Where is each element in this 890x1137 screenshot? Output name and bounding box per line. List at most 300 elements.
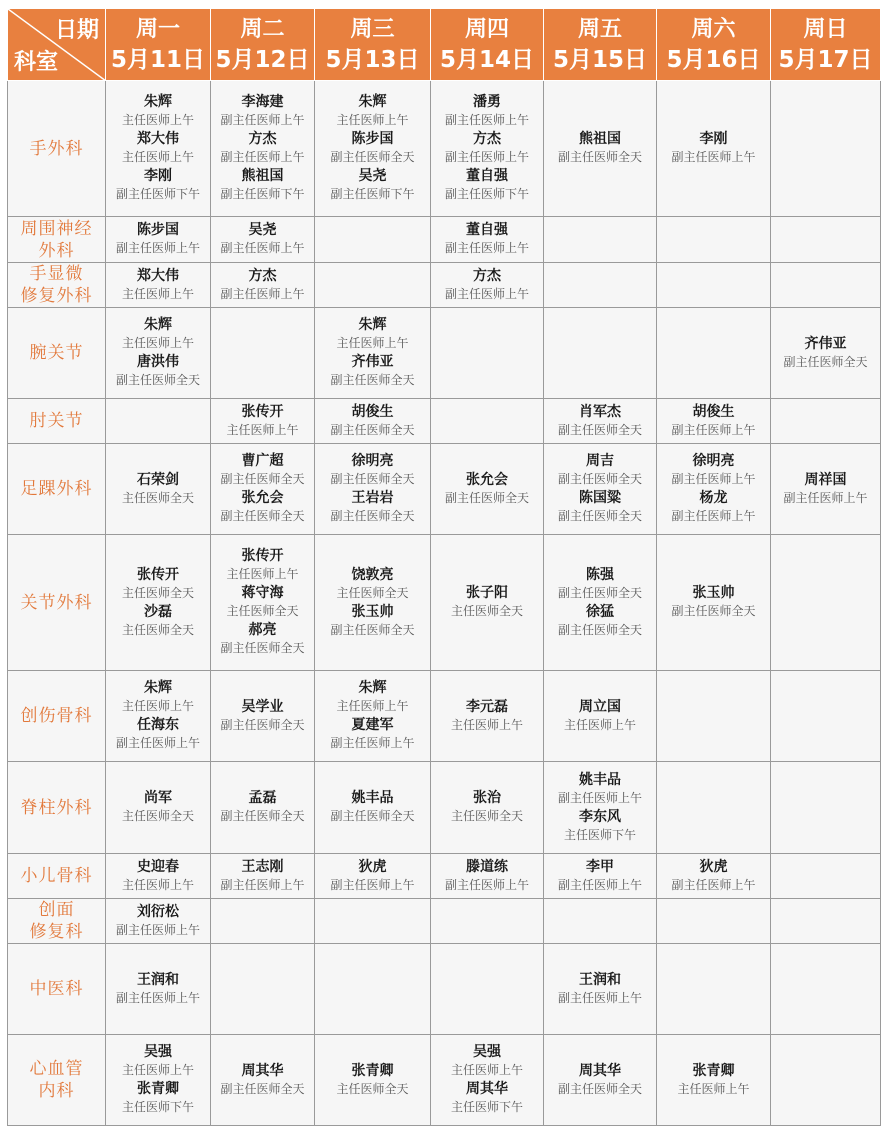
doctor-name: 方杰	[473, 267, 501, 284]
doctor-title-shift: 副主任医师上午	[115, 241, 200, 255]
schedule-cell	[315, 399, 431, 444]
schedule-cell	[431, 944, 544, 1035]
schedule-cell	[544, 444, 657, 535]
schedule-cell	[315, 944, 431, 1035]
schedule-cell	[657, 854, 771, 899]
doctor-title-shift: 副主任医师上午	[444, 113, 529, 127]
schedule-cell	[106, 217, 211, 263]
doctor-title-shift: 副主任医师全天	[557, 1081, 642, 1096]
schedule-cell	[315, 899, 431, 944]
doctor-name: 张玉帅	[692, 585, 735, 601]
doctor-name: 方杰	[473, 131, 501, 147]
doctor-name: 张青卿	[137, 1081, 179, 1097]
doctor-name: 李海建	[241, 94, 284, 110]
doctor-title-shift: 主任医师上午	[677, 1081, 750, 1096]
date-label: 5月17日	[778, 46, 873, 73]
doctor-title-shift: 副主任医师上午	[220, 150, 305, 164]
doctor-entry	[211, 130, 314, 167]
weekday-label: 周日	[803, 16, 848, 42]
doctor-entry	[106, 471, 210, 508]
doctor-entry	[106, 971, 210, 1008]
department-row	[8, 671, 881, 762]
doctor-entry	[315, 167, 430, 204]
doctor-name: 史迎春	[137, 858, 179, 875]
doctor-entry	[431, 130, 543, 167]
schedule-cell	[771, 671, 881, 762]
doctor-entry	[106, 566, 210, 603]
schedule-cell	[657, 81, 771, 217]
schedule-cell	[544, 762, 657, 854]
department-row	[8, 263, 881, 308]
schedule-cell	[211, 671, 315, 762]
day-header	[315, 9, 431, 81]
department-name	[8, 399, 106, 444]
doctor-entry	[211, 621, 314, 658]
doctor-name: 周其华	[579, 1062, 621, 1079]
doctor-name: 董自强	[466, 168, 508, 184]
doctor-name: 孟磊	[248, 790, 277, 806]
doctor-title-shift: 主任医师下午	[450, 1100, 523, 1114]
schedule-cell	[106, 308, 211, 399]
department-name	[8, 81, 106, 217]
date-label: 5月15日	[552, 46, 647, 73]
doctor-name: 姚丰品	[579, 771, 621, 788]
schedule-cell	[544, 944, 657, 1035]
doctor-title-shift: 主任医师全天	[121, 809, 194, 823]
doctor-title-shift: 副主任医师下午	[220, 187, 305, 201]
doctor-title-shift: 副主任医师上午	[220, 241, 305, 255]
doctor-entry	[315, 353, 430, 390]
department-row	[8, 1035, 881, 1126]
schedule-cell	[431, 263, 544, 308]
doctor-entry	[106, 316, 210, 353]
department-row	[8, 81, 881, 217]
doctor-name: 周其华	[241, 1062, 284, 1079]
doctor-title-shift: 副主任医师全天	[330, 150, 415, 164]
doctor-name: 齐伟亚	[351, 354, 394, 370]
doctor-name: 吴学业	[241, 698, 284, 715]
schedule-cell	[211, 762, 315, 854]
doctor-title-shift: 副主任医师全天	[444, 490, 529, 505]
doctor-title-shift: 主任医师上午	[563, 717, 636, 732]
schedule-cell	[544, 308, 657, 399]
doctor-name: 朱辉	[144, 317, 172, 333]
schedule-cell	[771, 263, 881, 308]
doctor-title-shift: 副主任医师下午	[330, 187, 415, 201]
schedule-cell	[315, 762, 431, 854]
doctor-name: 任海东	[137, 717, 179, 733]
schedule-cell	[106, 263, 211, 308]
weekday-label: 周二	[240, 16, 285, 42]
doctor-entry	[315, 716, 430, 753]
doctor-entry	[315, 1062, 430, 1099]
schedule-cell	[106, 444, 211, 535]
doctor-title-shift: 主任医师全天	[450, 604, 523, 618]
doctor-entry	[431, 221, 543, 258]
doctor-name: 方杰	[248, 131, 277, 147]
doctor-entry	[544, 698, 656, 735]
department-row	[8, 762, 881, 854]
doctor-title-shift: 主任医师上午	[121, 336, 194, 350]
department-name	[8, 854, 106, 899]
doctor-entry	[431, 698, 543, 735]
doctor-entry	[211, 93, 314, 130]
department-row	[8, 444, 881, 535]
doctor-title-shift: 副主任医师下午	[444, 187, 529, 201]
doctor-title-shift: 副主任医师上午	[330, 877, 415, 892]
doctor-name: 狄虎	[699, 858, 728, 875]
doctor-name: 狄虎	[358, 858, 387, 875]
day-header	[106, 9, 211, 81]
doctor-title-shift: 主任医师上午	[226, 567, 299, 581]
doctor-name: 徐明亮	[351, 453, 394, 469]
doctor-title-shift: 副主任医师上午	[671, 472, 756, 486]
doctor-entry	[106, 1043, 210, 1080]
doctor-title-shift: 副主任医师全天	[330, 809, 415, 823]
doctor-title-shift: 主任医师全天	[121, 585, 194, 600]
doctor-title-shift: 主任医师全天	[121, 490, 194, 505]
department-name	[8, 444, 106, 535]
doctor-name: 潘勇	[473, 94, 501, 110]
department-name-line: 手显微	[29, 264, 84, 284]
doctor-name: 杨龙	[699, 490, 728, 506]
doctor-title-shift: 主任医师下午	[563, 827, 636, 842]
doctor-title-shift: 副主任医师全天	[557, 422, 642, 437]
doctor-name: 周其华	[466, 1081, 508, 1097]
schedule-cell	[431, 535, 544, 671]
header-row	[8, 9, 881, 81]
doctor-name: 尚军	[144, 790, 172, 806]
doctor-name: 陈步国	[351, 131, 394, 147]
schedule-cell	[771, 308, 881, 399]
date-label: 5月11日	[110, 46, 205, 73]
doctor-name: 胡俊生	[351, 403, 394, 420]
weekday-label: 周六	[691, 16, 736, 42]
doctor-name: 朱辉	[144, 94, 172, 110]
schedule-cell	[771, 399, 881, 444]
doctor-name: 张传开	[241, 548, 284, 564]
doctor-name: 朱辉	[358, 94, 387, 110]
doctor-title-shift: 主任医师上午	[336, 336, 409, 350]
day-header	[657, 9, 771, 81]
doctor-name: 朱辉	[358, 680, 387, 696]
department-name-line: 腕关节	[29, 343, 84, 363]
schedule-cell	[315, 1035, 431, 1126]
doctor-entry	[657, 1062, 770, 1099]
doctor-title-shift: 副主任医师上午	[115, 990, 200, 1005]
doctor-title-shift: 副主任医师下午	[115, 187, 200, 201]
schedule-cell	[431, 762, 544, 854]
doctor-title-shift: 主任医师全天	[121, 622, 194, 637]
schedule-cell	[544, 399, 657, 444]
doctor-title-shift: 副主任医师上午	[671, 509, 756, 523]
doctor-name: 熊祖国	[579, 131, 621, 147]
doctor-title-shift: 副主任医师全天	[220, 1081, 305, 1096]
doctor-title-shift: 副主任医师上午	[671, 877, 756, 892]
schedule-cell	[657, 899, 771, 944]
doctor-name: 郑大伟	[137, 131, 179, 147]
schedule-cell	[771, 1035, 881, 1126]
department-row	[8, 399, 881, 444]
doctor-name: 徐猛	[586, 603, 614, 620]
doctor-name: 唐洪伟	[137, 354, 179, 370]
schedule-cell	[431, 854, 544, 899]
doctor-title-shift: 主任医师上午	[226, 422, 299, 437]
department-row	[8, 308, 881, 399]
doctor-name: 石荣剑	[137, 471, 179, 488]
doctor-name: 肖军杰	[579, 403, 621, 420]
doctor-entry	[544, 130, 656, 167]
doctor-name: 王岩岩	[351, 490, 394, 506]
doctor-title-shift: 副主任医师全天	[557, 150, 642, 164]
doctor-entry	[211, 1062, 314, 1099]
doctor-name: 蒋守海	[241, 585, 284, 601]
department-name	[8, 899, 106, 944]
department-name	[8, 671, 106, 762]
doctor-entry	[211, 267, 314, 304]
doctor-name: 齐伟亚	[804, 335, 847, 352]
schedule-cell	[771, 217, 881, 263]
doctor-title-shift: 副主任医师全天	[557, 622, 642, 637]
schedule-cell	[544, 535, 657, 671]
doctor-name: 张青卿	[351, 1062, 394, 1079]
doctor-name: 吴强	[144, 1044, 172, 1060]
doctor-entry	[657, 403, 770, 440]
doctor-entry	[106, 603, 210, 640]
schedule-cell	[657, 535, 771, 671]
doctor-entry	[211, 789, 314, 826]
weekday-label: 周三	[350, 16, 395, 42]
schedule-cell	[106, 671, 211, 762]
doctor-entry	[211, 547, 314, 584]
doctor-entry	[106, 903, 210, 940]
schedule-cell	[431, 1035, 544, 1126]
doctor-title-shift: 副主任医师上午	[115, 736, 200, 750]
doctor-entry	[106, 1080, 210, 1117]
department-name-line: 心血管	[29, 1059, 84, 1079]
day-header	[544, 9, 657, 81]
doctor-name: 吴强	[473, 1044, 501, 1060]
doctor-entry	[544, 808, 656, 845]
schedule-cell	[211, 263, 315, 308]
schedule-cell	[657, 671, 771, 762]
doctor-title-shift: 副主任医师上午	[444, 241, 529, 255]
doctor-entry	[211, 167, 314, 204]
doctor-entry	[431, 471, 543, 508]
doctor-title-shift: 副主任医师全天	[330, 472, 415, 486]
schedule-cell	[431, 308, 544, 399]
doctor-title-shift: 主任医师上午	[121, 877, 194, 892]
date-label: 5月12日	[215, 46, 310, 73]
doctor-entry	[771, 471, 880, 508]
doctor-title-shift: 副主任医师全天	[557, 472, 642, 486]
doctor-entry	[771, 335, 880, 372]
doctor-entry	[106, 353, 210, 390]
doctor-entry	[315, 93, 430, 130]
doctor-name: 周祥国	[804, 471, 847, 488]
schedule-cell	[315, 263, 431, 308]
department-name-line: 创面	[38, 900, 75, 920]
schedule-cell	[106, 399, 211, 444]
doctor-entry	[315, 489, 430, 526]
schedule-cell	[315, 444, 431, 535]
department-name-line: 关节外科	[20, 592, 93, 613]
doctor-entry	[106, 93, 210, 130]
weekday-label: 周一	[135, 16, 180, 42]
doctor-title-shift: 副主任医师全天	[220, 472, 305, 486]
doctor-entry	[211, 403, 314, 440]
doctor-title-shift: 副主任医师全天	[220, 509, 305, 523]
doctor-name: 张青卿	[692, 1062, 735, 1079]
doctor-title-shift: 主任医师上午	[121, 286, 194, 301]
doctor-title-shift: 主任医师上午	[336, 699, 409, 713]
doctor-name: 张玉帅	[351, 603, 394, 620]
schedule-cell	[544, 217, 657, 263]
corner-header	[8, 9, 106, 81]
department-name	[8, 1035, 106, 1126]
schedule-cell	[431, 671, 544, 762]
schedule-cell	[771, 444, 881, 535]
schedule-cell	[771, 535, 881, 671]
doctor-entry	[315, 452, 430, 489]
date-label: 5月16日	[666, 46, 761, 73]
department-name-line: 内科	[38, 1081, 75, 1101]
doctor-name: 饶敦亮	[351, 566, 394, 583]
doctor-entry	[657, 489, 770, 526]
schedule-cell	[544, 899, 657, 944]
doctor-entry	[106, 789, 210, 826]
doctor-entry	[657, 130, 770, 167]
doctor-entry	[315, 403, 430, 440]
schedule-cell	[431, 444, 544, 535]
doctor-title-shift: 副主任医师全天	[557, 509, 642, 523]
schedule-cell	[544, 854, 657, 899]
doctor-title-shift: 主任医师上午	[450, 717, 523, 732]
doctor-entry	[315, 858, 430, 895]
doctor-title-shift: 副主任医师上午	[783, 490, 868, 505]
doctor-title-shift: 主任医师全天	[336, 585, 409, 600]
doctor-name: 朱辉	[144, 680, 172, 696]
doctor-entry	[544, 771, 656, 808]
schedule-cell	[544, 81, 657, 217]
doctor-title-shift: 副主任医师全天	[330, 373, 415, 387]
doctor-title-shift: 主任医师上午	[121, 113, 194, 127]
doctor-name: 张治	[473, 790, 501, 806]
doctor-title-shift: 副主任医师全天	[330, 422, 415, 437]
schedule-cell	[106, 81, 211, 217]
doctor-name: 郝亮	[248, 622, 277, 638]
doctor-name: 沙磊	[144, 603, 172, 620]
department-name-line: 手外科	[29, 138, 84, 159]
doctor-name: 董自强	[466, 222, 508, 238]
schedule-cell	[211, 308, 315, 399]
department-name-line: 足踝外科	[20, 479, 93, 499]
doctor-title-shift: 副主任医师上午	[115, 922, 200, 937]
date-axis-label: 日期	[54, 18, 99, 43]
schedule-cell	[211, 944, 315, 1035]
weekday-label: 周四	[464, 16, 509, 42]
schedule-cell	[771, 762, 881, 854]
schedule-cell	[106, 1035, 211, 1126]
doctor-title-shift: 副主任医师全天	[557, 585, 642, 600]
doctor-title-shift: 副主任医师上午	[330, 736, 415, 750]
day-header	[431, 9, 544, 81]
department-name	[8, 535, 106, 671]
doctor-name: 张子阳	[466, 585, 508, 601]
schedule-cell	[431, 899, 544, 944]
doctor-title-shift: 副主任医师全天	[220, 717, 305, 732]
doctor-name: 郑大伟	[137, 267, 179, 284]
doctor-name: 朱辉	[358, 317, 387, 333]
doctor-entry	[106, 267, 210, 304]
doctor-entry	[431, 858, 543, 895]
doctor-title-shift: 主任医师上午	[336, 113, 409, 127]
schedule-cell	[211, 535, 315, 671]
doctor-entry	[106, 167, 210, 204]
doctor-title-shift: 主任医师全天	[450, 809, 523, 823]
weekday-label: 周五	[577, 16, 622, 42]
department-row	[8, 854, 881, 899]
department-name	[8, 762, 106, 854]
department-row	[8, 944, 881, 1035]
doctor-entry	[315, 566, 430, 603]
department-name-line: 修复外科	[20, 286, 93, 306]
schedule-table	[7, 8, 881, 1126]
schedule-cell	[657, 944, 771, 1035]
doctor-title-shift: 副主任医师上午	[557, 990, 642, 1005]
doctor-entry	[315, 130, 430, 167]
doctor-name: 吴尧	[248, 222, 277, 238]
department-name-line: 创伤骨科	[20, 706, 93, 726]
doctor-entry	[544, 971, 656, 1008]
date-label: 5月14日	[439, 46, 534, 73]
doctor-entry	[211, 452, 314, 489]
schedule-cell	[106, 899, 211, 944]
schedule-cell	[657, 217, 771, 263]
doctor-entry	[106, 679, 210, 716]
doctor-name: 王润和	[137, 971, 179, 988]
date-label: 5月13日	[325, 46, 420, 73]
department-row	[8, 899, 881, 944]
doctor-name: 徐明亮	[692, 453, 735, 469]
doctor-name: 吴尧	[358, 168, 387, 184]
doctor-name: 周吉	[586, 453, 614, 469]
doctor-name: 李元磊	[466, 698, 508, 715]
schedule-cell	[315, 217, 431, 263]
doctor-entry	[211, 698, 314, 735]
schedule-cell	[315, 671, 431, 762]
doctor-entry	[544, 1062, 656, 1099]
doctor-title-shift: 副主任医师上午	[671, 150, 756, 164]
department-name-line: 外科	[38, 240, 75, 261]
department-name-line: 修复科	[29, 922, 84, 942]
schedule-cell	[431, 81, 544, 217]
schedule-cell	[106, 762, 211, 854]
doctor-entry	[431, 1043, 543, 1080]
doctor-title-shift: 主任医师上午	[121, 1063, 194, 1077]
doctor-entry	[315, 603, 430, 640]
schedule-cell	[771, 899, 881, 944]
schedule-cell	[771, 854, 881, 899]
schedule-body	[8, 81, 881, 1126]
doctor-entry	[315, 679, 430, 716]
doctor-title-shift: 副主任医师上午	[220, 113, 305, 127]
schedule-cell	[544, 671, 657, 762]
doctor-title-shift: 副主任医师上午	[220, 286, 305, 301]
schedule-cell	[211, 1035, 315, 1126]
doctor-title-shift: 主任医师下午	[121, 1100, 194, 1114]
department-name-line: 肘关节	[29, 411, 84, 431]
